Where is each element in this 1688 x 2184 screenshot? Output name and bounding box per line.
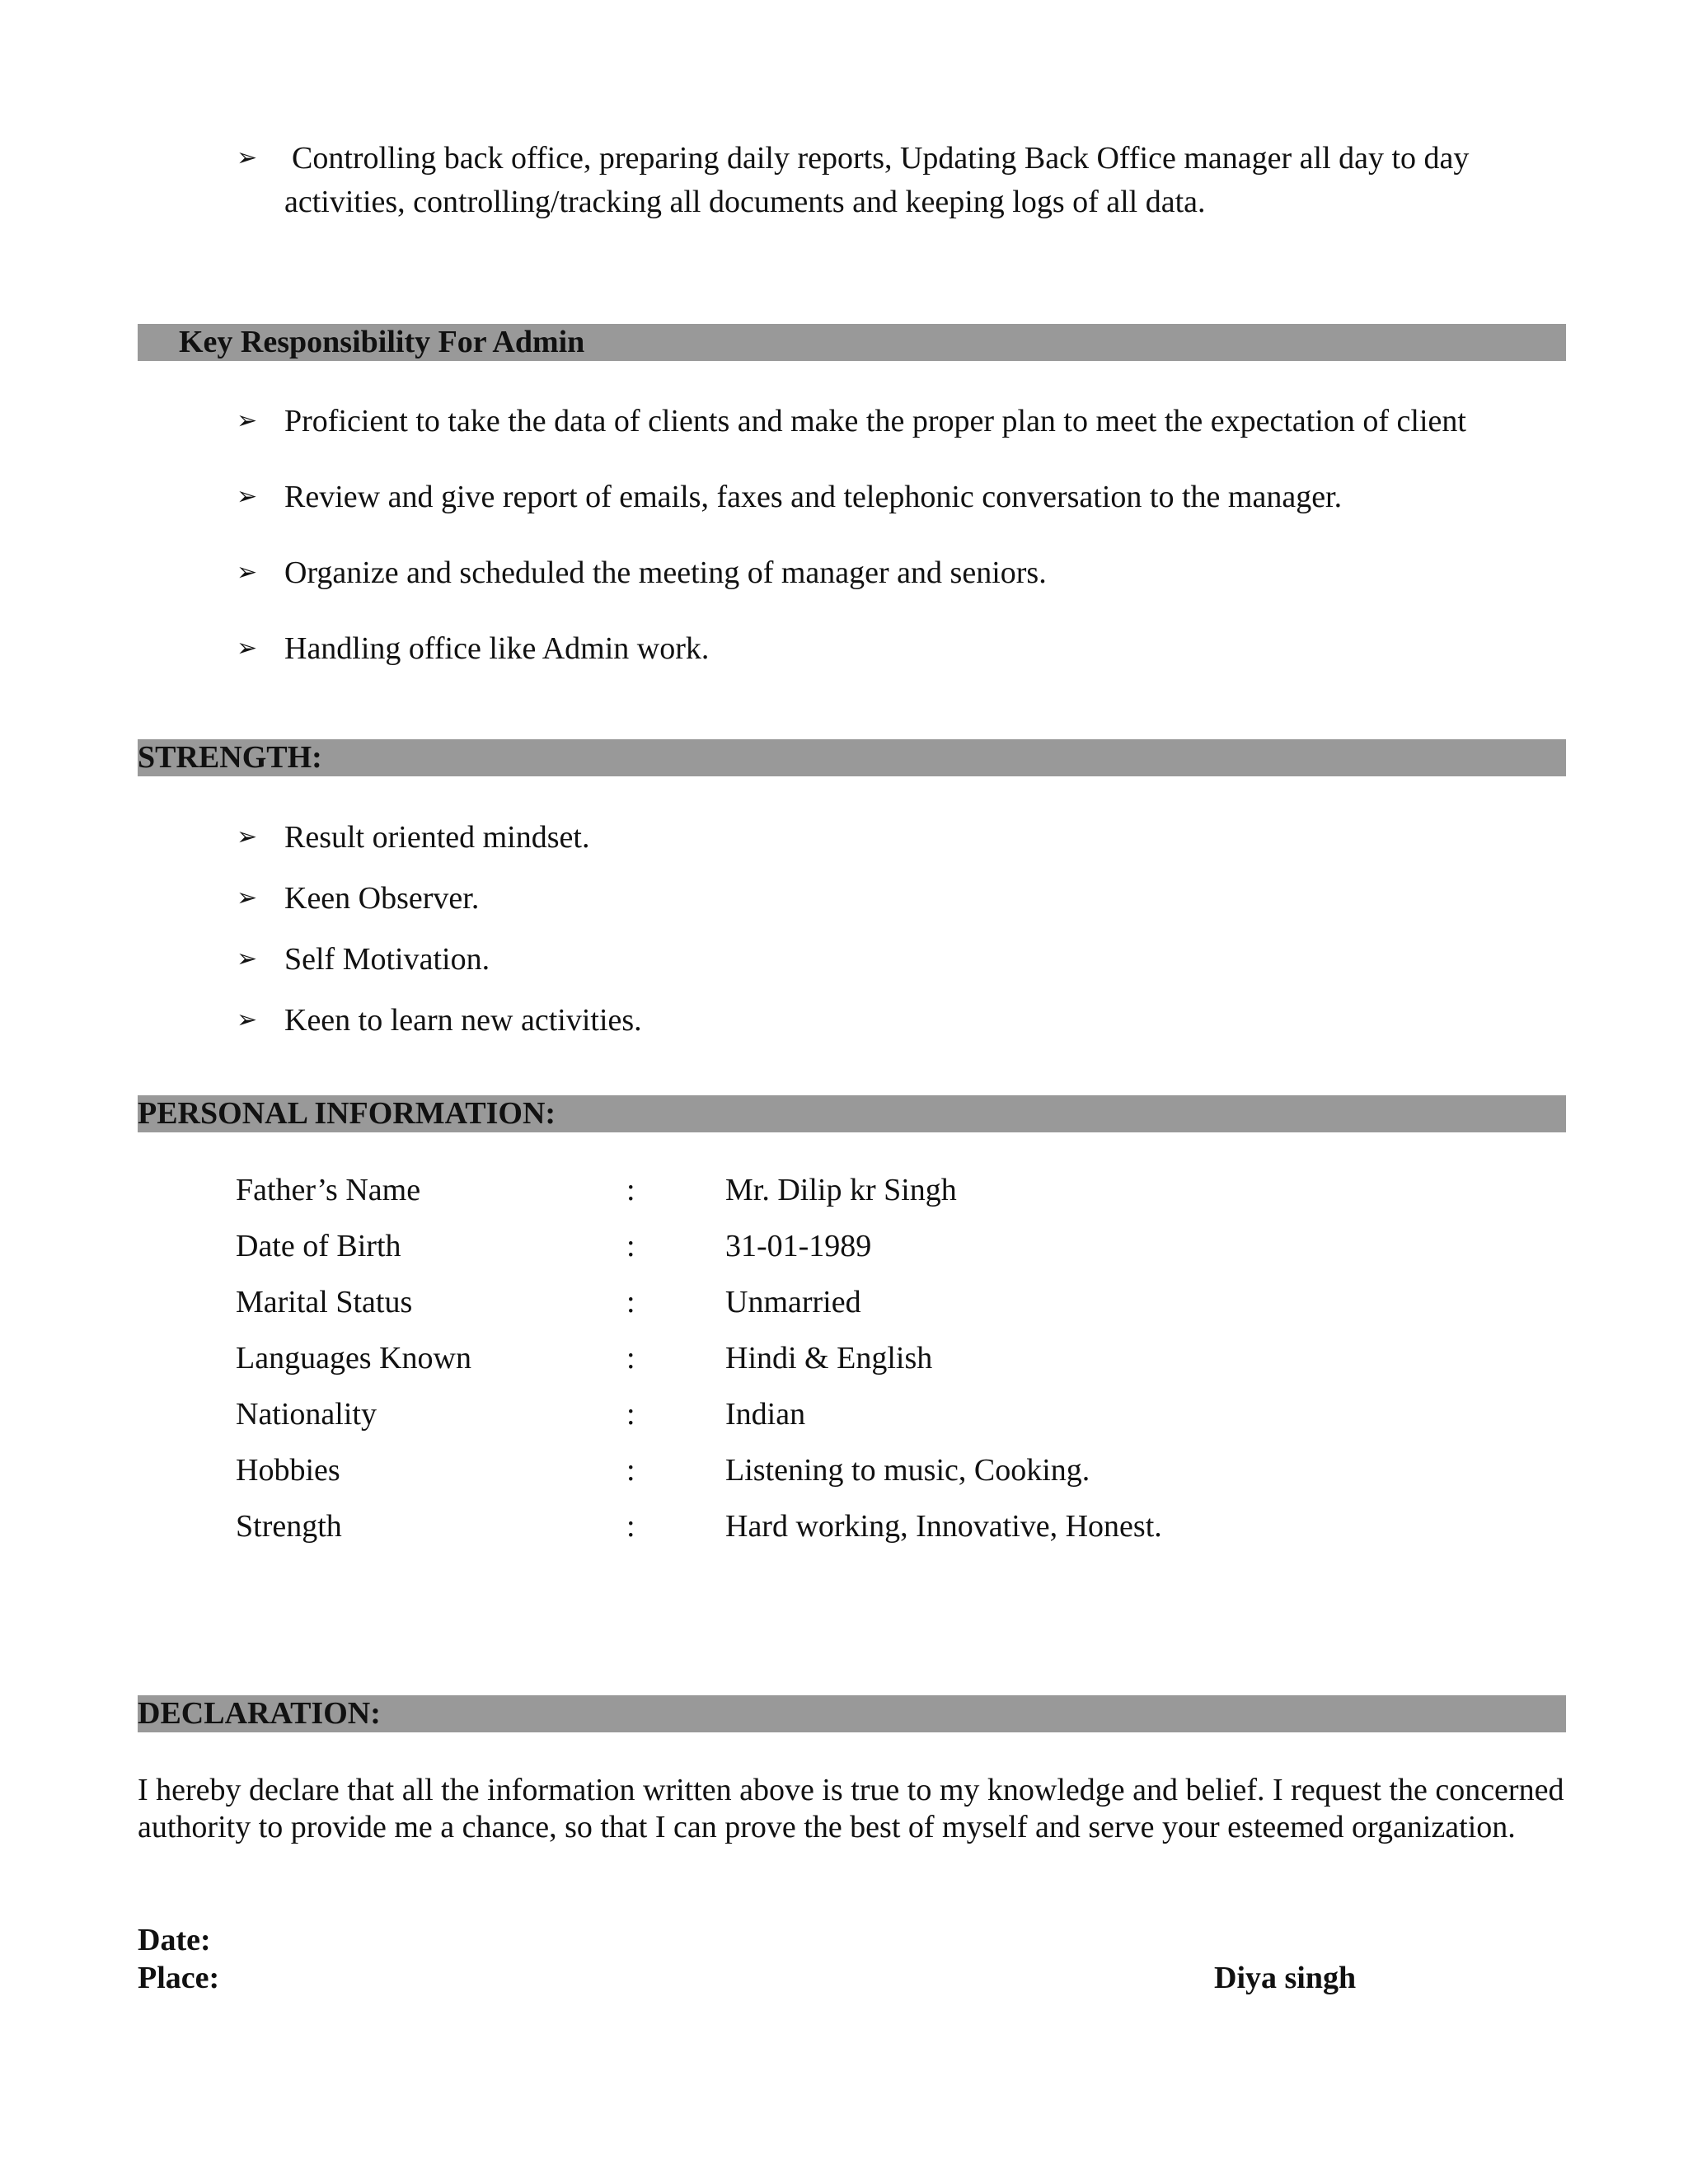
personal-separator: : <box>626 1341 635 1376</box>
personal-info-heading: PERSONAL INFORMATION: <box>138 1096 556 1131</box>
arrowhead-bullet-icon: ➢ <box>237 634 258 663</box>
strength-item: Keen to learn new activities. <box>284 1003 642 1038</box>
declaration-heading: DECLARATION: <box>138 1696 381 1731</box>
personal-value: Listening to music, Cooking. <box>725 1453 1090 1488</box>
admin-item: Review and give report of emails, faxes and telephonic conversation to the manager. <box>284 480 1343 514</box>
declaration-text: I hereby declare that all the information written above is true to my knowledge and belief. I request the concerned authority to provide me a chance, so that I can prove the best of myself and serve your esteemed organization. <box>138 1773 1564 1844</box>
admin-item: Organize and scheduled the meeting of manager and seniors. <box>284 555 1047 590</box>
arrowhead-bullet-icon: ➢ <box>237 1005 258 1034</box>
personal-label: Date of Birth <box>236 1229 401 1263</box>
personal-label: Languages Known <box>236 1341 471 1376</box>
strength-item: Self Motivation. <box>284 942 490 977</box>
personal-separator: : <box>626 1509 635 1544</box>
personal-separator: : <box>626 1397 635 1432</box>
personal-label: Nationality <box>236 1397 377 1432</box>
arrowhead-bullet-icon: ➢ <box>237 406 258 435</box>
admin-item: Proficient to take the data of clients and make the proper plan to meet the expectation of client <box>284 404 1466 438</box>
arrowhead-bullet-icon: ➢ <box>237 883 258 912</box>
intro-bullet-line-2: activities, controlling/tracking all documents and keeping logs of all data. <box>284 185 1206 219</box>
personal-value: Mr. Dilip kr Singh <box>725 1173 957 1207</box>
arrowhead-bullet-icon: ➢ <box>237 143 258 172</box>
intro-bullet-line-1: Controlling back office, preparing daily reports, Updating Back Office manager all day to day <box>292 141 1470 176</box>
personal-value: Indian <box>725 1397 806 1432</box>
personal-label: Hobbies <box>236 1453 340 1488</box>
place-label: Place: <box>138 1961 220 1995</box>
strength-item: Keen Observer. <box>284 881 480 916</box>
personal-separator: : <box>626 1173 635 1207</box>
strength-heading: STRENGTH: <box>138 740 322 775</box>
arrowhead-bullet-icon: ➢ <box>237 944 258 973</box>
personal-separator: : <box>626 1285 635 1319</box>
personal-label: Marital Status <box>236 1285 413 1319</box>
signature-name: Diya singh <box>1214 1961 1357 1995</box>
personal-value: Hard working, Innovative, Honest. <box>725 1509 1162 1544</box>
personal-separator: : <box>626 1453 635 1488</box>
personal-label: Strength <box>236 1509 342 1544</box>
arrowhead-bullet-icon: ➢ <box>237 482 258 511</box>
strength-item: Result oriented mindset. <box>284 820 590 855</box>
personal-label: Father’s Name <box>236 1173 421 1207</box>
arrowhead-bullet-icon: ➢ <box>237 823 258 851</box>
admin-heading: Key Responsibility For Admin <box>179 325 585 359</box>
strength-heading-bar <box>138 739 1566 776</box>
date-label: Date: <box>138 1923 211 1957</box>
personal-value: Hindi & English <box>725 1341 933 1376</box>
personal-separator: : <box>626 1229 635 1263</box>
admin-item: Handling office like Admin work. <box>284 631 710 666</box>
personal-value: 31-01-1989 <box>725 1229 872 1263</box>
arrowhead-bullet-icon: ➢ <box>237 558 258 587</box>
personal-value: Unmarried <box>725 1285 861 1319</box>
